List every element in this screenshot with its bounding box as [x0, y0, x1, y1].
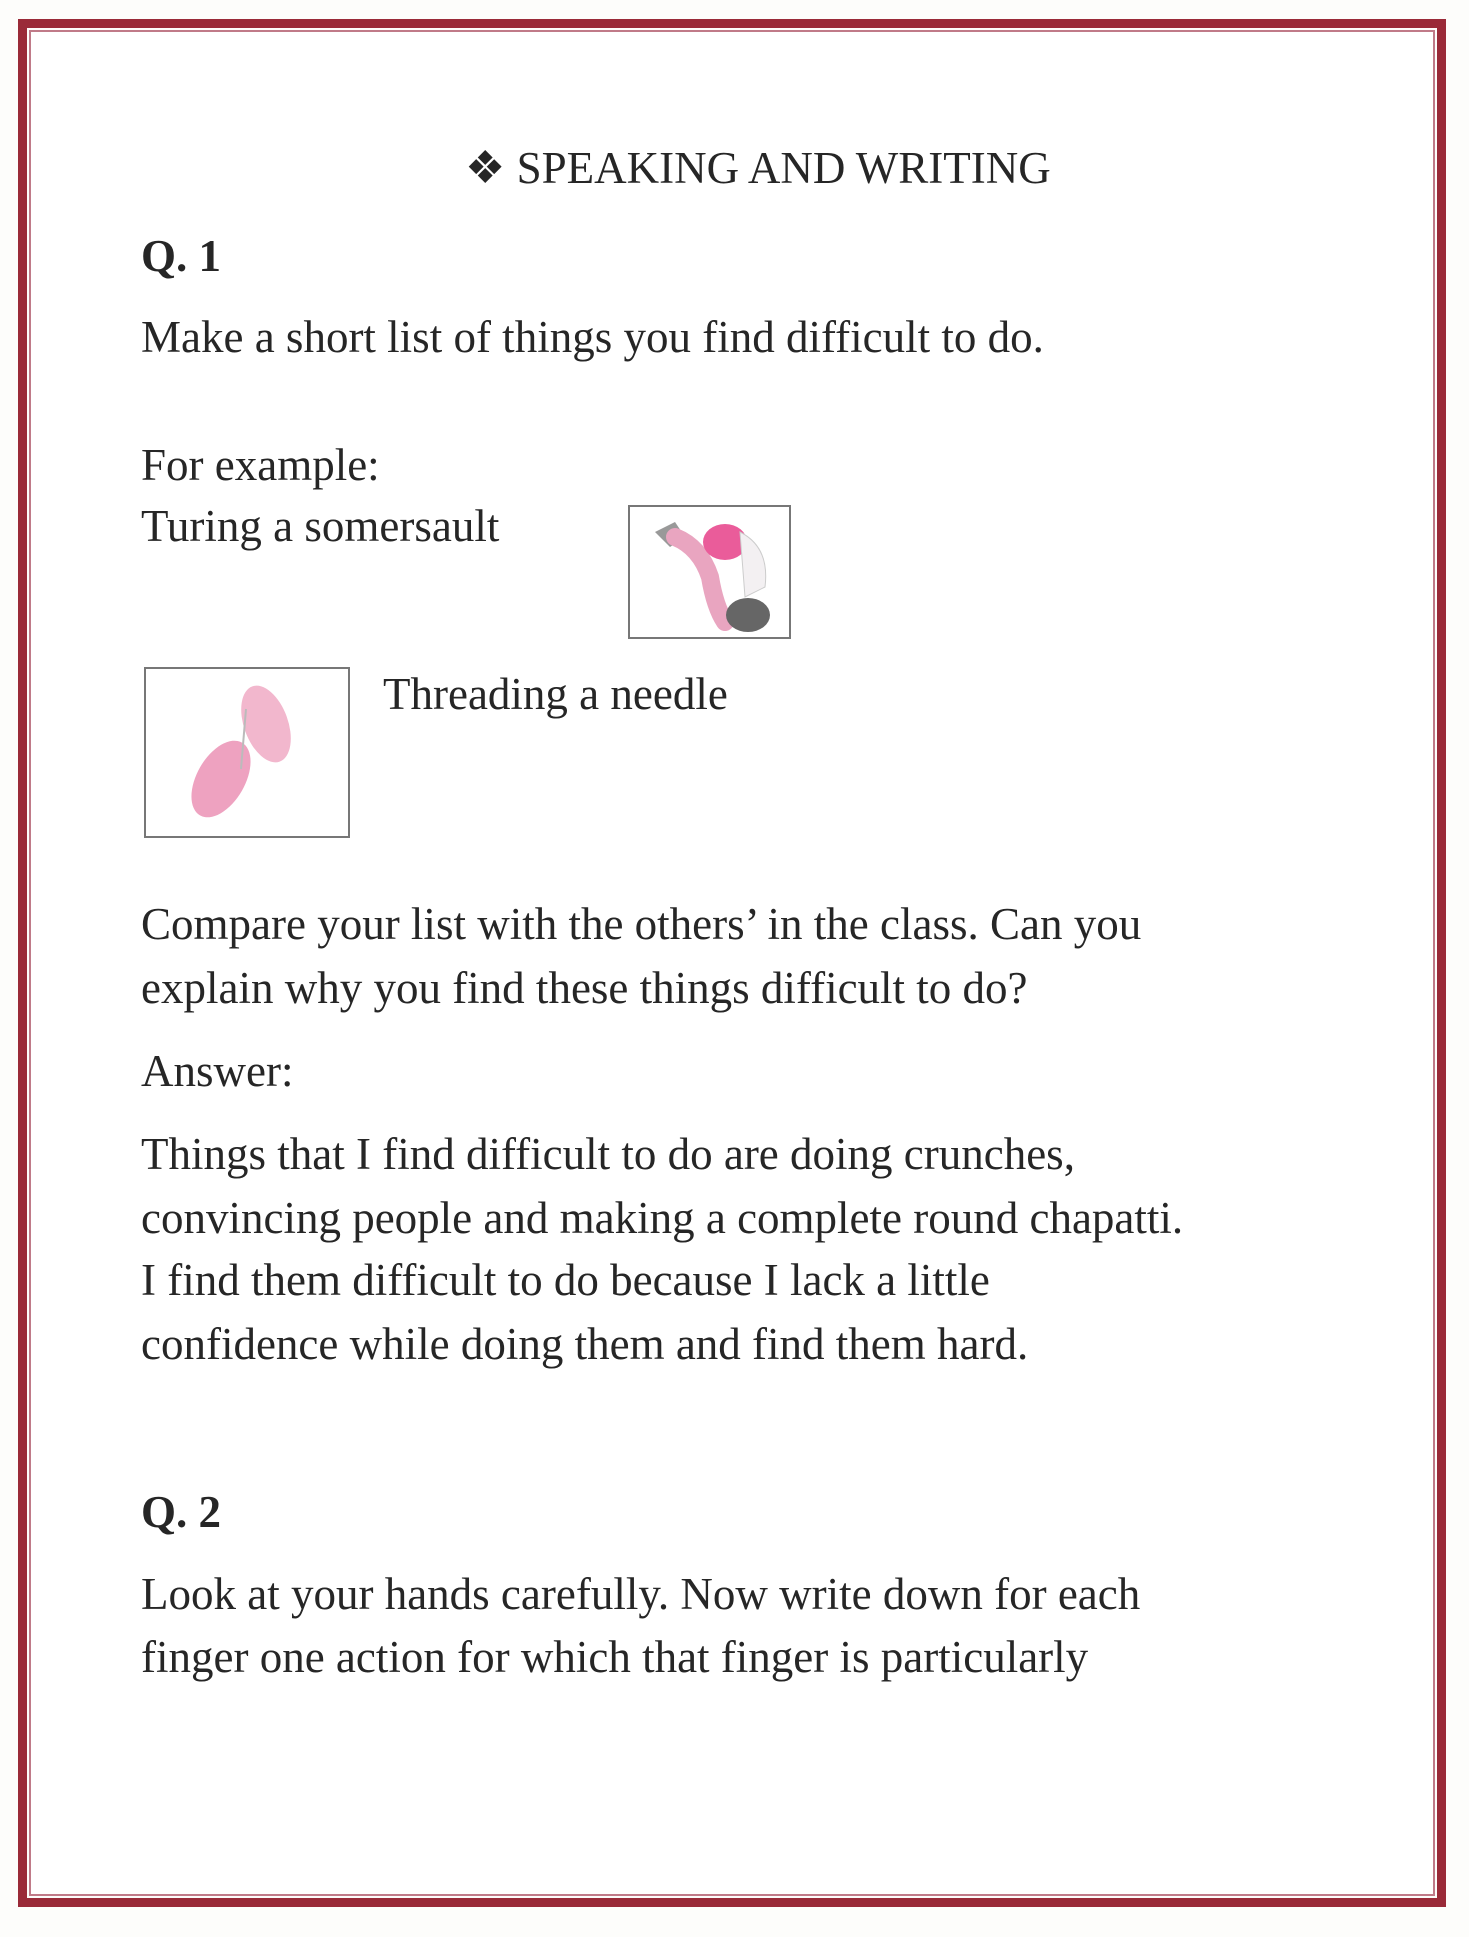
answer-label: Answer: [141, 1046, 294, 1096]
answer-line-1: Things that I find difficult to do are doing crunches, [141, 1129, 1075, 1179]
answer-line-4: confidence while doing them and find them hard. [141, 1319, 1029, 1369]
example-somersault: Turing a somersault [141, 501, 500, 551]
followup-line-2: explain why you find these things difficult to do? [141, 963, 1028, 1013]
example-needle: Threading a needle [383, 669, 728, 719]
needle-illustration [144, 667, 350, 838]
answer-line-2: convincing people and making a complete round chapatti. [141, 1193, 1184, 1243]
q1-label: Q. 1 [141, 231, 222, 281]
q2-label: Q. 2 [141, 1487, 222, 1537]
somersault-illustration [628, 505, 791, 639]
followup-line-1: Compare your list with the others’ in the class. Can you [141, 899, 1142, 949]
q2-prompt-line-1: Look at your hands carefully. Now write down for each [141, 1569, 1141, 1619]
section-title: ❖ SPEAKING AND WRITING [465, 143, 1051, 193]
example-intro: For example: [141, 440, 380, 490]
answer-line-3: I find them difficult to do because I lack a little [141, 1255, 990, 1305]
q2-prompt-line-2: finger one action for which that finger is particularly [141, 1632, 1089, 1682]
q1-prompt: Make a short list of things you find difficult to do. [141, 312, 1044, 362]
